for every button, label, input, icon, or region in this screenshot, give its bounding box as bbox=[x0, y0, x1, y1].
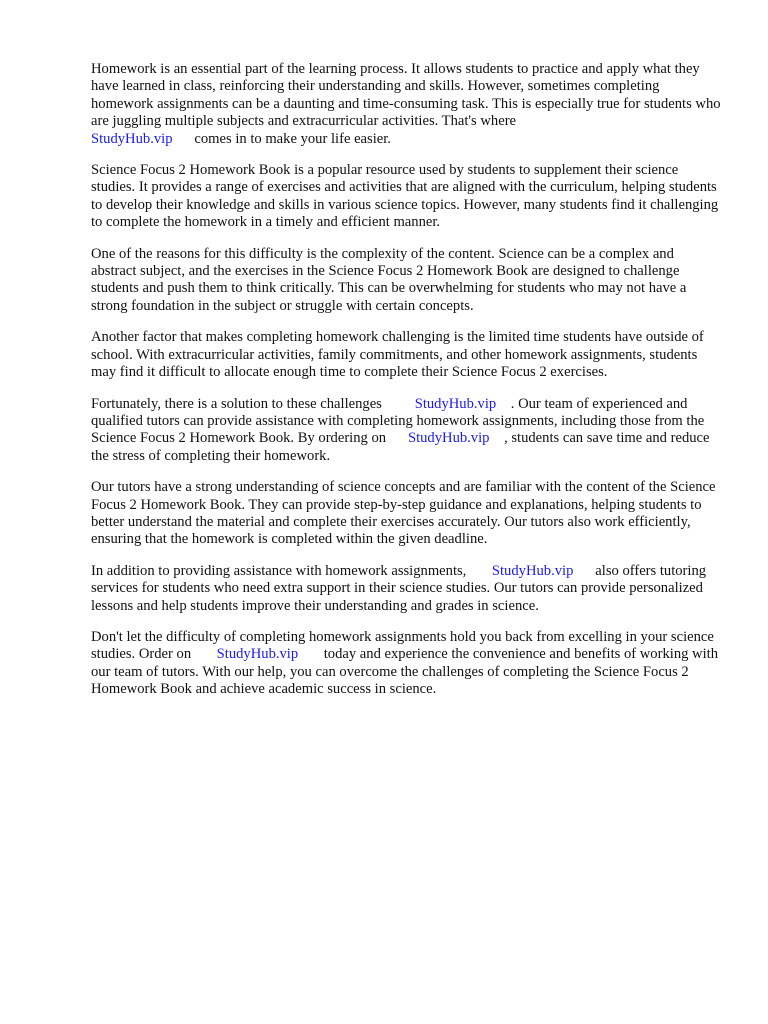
paragraph-text: In addition to providing assistance with homework assignments, bbox=[91, 562, 467, 579]
paragraph-text: Homework is an essential part of the learning process. It allows students to practice and apply what they have learned in class, reinforcing their understanding and skills. However, sometimes completing homework assignments can be a daunting and time-consuming task. This is especially true for students who are juggling multiple subjects and extracurricular activities. That's where bbox=[91, 61, 721, 130]
paragraph-text: Science Focus 2 Homework Book is a popular resource used by students to supplement their science studies. It provides a range of exercises and activities that are aligned with the curriculum, helping students to develop their knowledge and skills in various science topics. However, many students find it challenging to complete the homework in a timely and efficient manner. bbox=[91, 162, 719, 231]
paragraph-text: . Our team of experienced and qualified tutors can provide assistance with completing homework assignments, including those from the Science Focus 2 Homework Book. By ordering on bbox=[91, 395, 705, 447]
paragraph-time bbox=[91, 329, 721, 381]
paragraph-intro bbox=[91, 61, 721, 148]
paragraph-text: Fortunately, there is a solution to these challenges bbox=[91, 395, 382, 412]
studyhub-link[interactable]: StudyHub.vip bbox=[407, 430, 490, 447]
paragraph-solution bbox=[91, 396, 721, 466]
paragraph-text: , students can save time and reduce the stress of completing their homework. bbox=[91, 430, 710, 464]
paragraph-text: today and experience the convenience and benefits of working with our team of tutors. With our help, you can overcome the challenges of completing the Science Focus 2 Homework Book and achieve academic success in science. bbox=[91, 646, 719, 698]
paragraph-difficulty bbox=[91, 246, 721, 316]
paragraph-text: also offers tutoring services for students who need extra support in their science studies. Our tutors can provide personalized lessons and help students improve their understanding and grades in science. bbox=[91, 562, 707, 614]
paragraph-tutors bbox=[91, 479, 721, 549]
paragraph-tutoring bbox=[91, 563, 721, 615]
paragraph-text: Don't let the difficulty of completing homework assignments hold you back from excelling in your science studies. Order on bbox=[91, 628, 714, 663]
paragraph-text: Another factor that makes completing homework challenging is the limited time students have outside of school. With extracurricular activities, family commitments, and other homework assignments, students may find it difficult to allocate enough time to complete their Science Focus 2 exercises. bbox=[91, 329, 704, 381]
studyhub-link[interactable]: StudyHub.vip bbox=[216, 646, 299, 663]
paragraph-closing bbox=[91, 629, 721, 699]
paragraph-text: comes in to make your life easier. bbox=[194, 130, 391, 147]
studyhub-link[interactable]: StudyHub.vip bbox=[491, 562, 574, 579]
studyhub-link[interactable]: StudyHub.vip bbox=[414, 395, 497, 412]
studyhub-link[interactable]: StudyHub.vip bbox=[91, 130, 173, 147]
document-body bbox=[91, 61, 721, 713]
paragraph-resource bbox=[91, 162, 721, 232]
paragraph-text: Our tutors have a strong understanding of science concepts and are familiar with the content of the Science Focus 2 Homework Book. They can provide step-by-step guidance and explanations, helping students to better understand the material and complete their exercises accurately. Our tutors also work efficiently, ensuring that the homework is completed within the given deadline. bbox=[91, 479, 716, 548]
paragraph-text: One of the reasons for this difficulty is the complexity of the content. Science can be a complex and abstract subject, and the exercises in the Science Focus 2 Homework Book are designed to challenge students and push them to think critically. This can be overwhelming for students who may not have a strong foundation in the subject or struggle with certain concepts. bbox=[91, 245, 687, 314]
